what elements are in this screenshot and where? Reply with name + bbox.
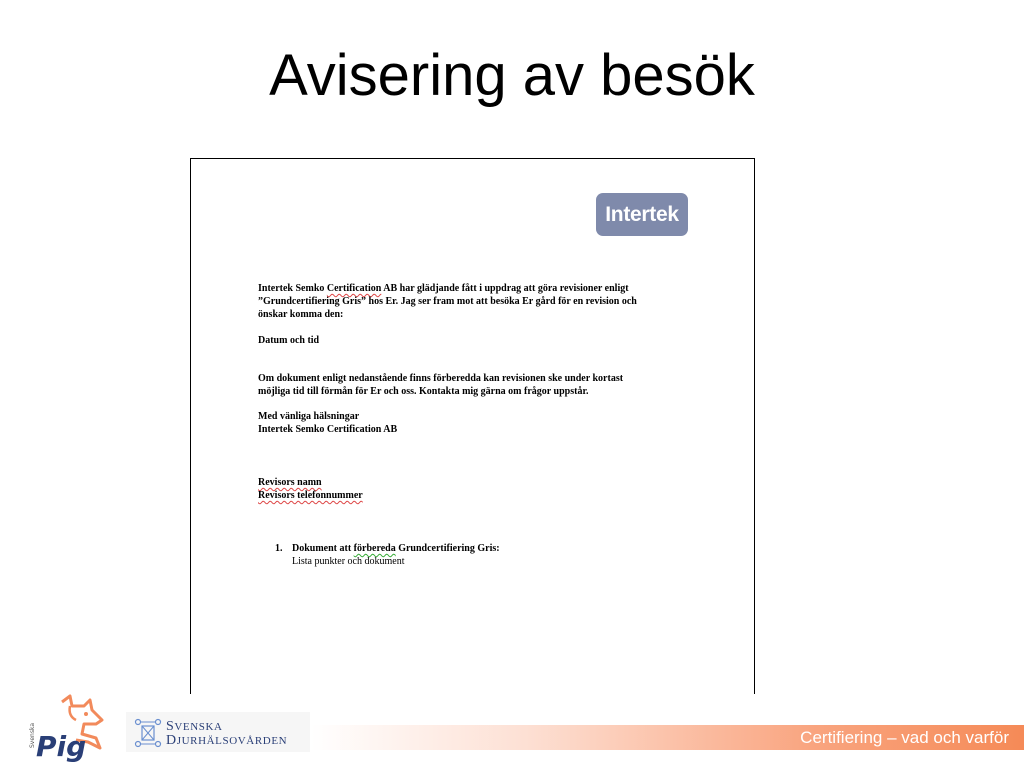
network-icon [132,714,168,754]
info-line-1: Om dokument enligt nedanstående finns förberedda kan revisionen ske under kortast [258,373,624,384]
letter-document [190,158,755,699]
list-item: 1. Dokument att förbereda Grundcertifiering Gris: [275,543,500,554]
regards-line: Med vänliga hälsningar [258,411,360,422]
slide-title: Avisering av besök [269,43,755,108]
info-paragraph [258,373,623,399]
intro-paragraph [258,283,637,321]
intro-line-2: ”Grundcertifiering Gris” hos Er. Jag ser fram mot att besöka Er gård för en revision och [258,295,637,307]
svg-text:Svenska: Svenska [29,722,36,748]
reviser-phone: Revisors telefonnummer [258,489,363,501]
footer-bar [311,725,1024,750]
reviser-name: Revisors namn [258,477,322,488]
svg-text:Pig: Pig [36,730,87,763]
footer [0,694,1024,768]
intro-line-3: önskar komma den: [258,308,344,320]
sdj-logo-text: SVENSKA DJURHÄLSOVÅRDEN [166,719,288,748]
info-line-2: möjliga tid till förmån för Er och oss. Kontakta mig gärna om frågor uppstår. [258,385,589,397]
closing-regards [258,411,397,437]
pig-logo [26,694,126,764]
intro-line-1: Intertek Semko Certification AB har glädjande fått i uppdrag att göra revisioner enligt [258,283,629,294]
document-list [275,543,500,569]
date-line: Datum och tid [258,335,320,346]
company-line: Intertek Semko Certification AB [258,423,398,435]
list-item-sub: Lista punkter och dokument [292,555,405,567]
reviser-info [258,477,363,503]
svenska-djurhalsovarden-logo [126,712,310,752]
pig-icon [26,694,126,764]
intertek-logo: Intertek [596,193,688,236]
footer-caption: Certifiering – vad och varför [800,728,1009,747]
